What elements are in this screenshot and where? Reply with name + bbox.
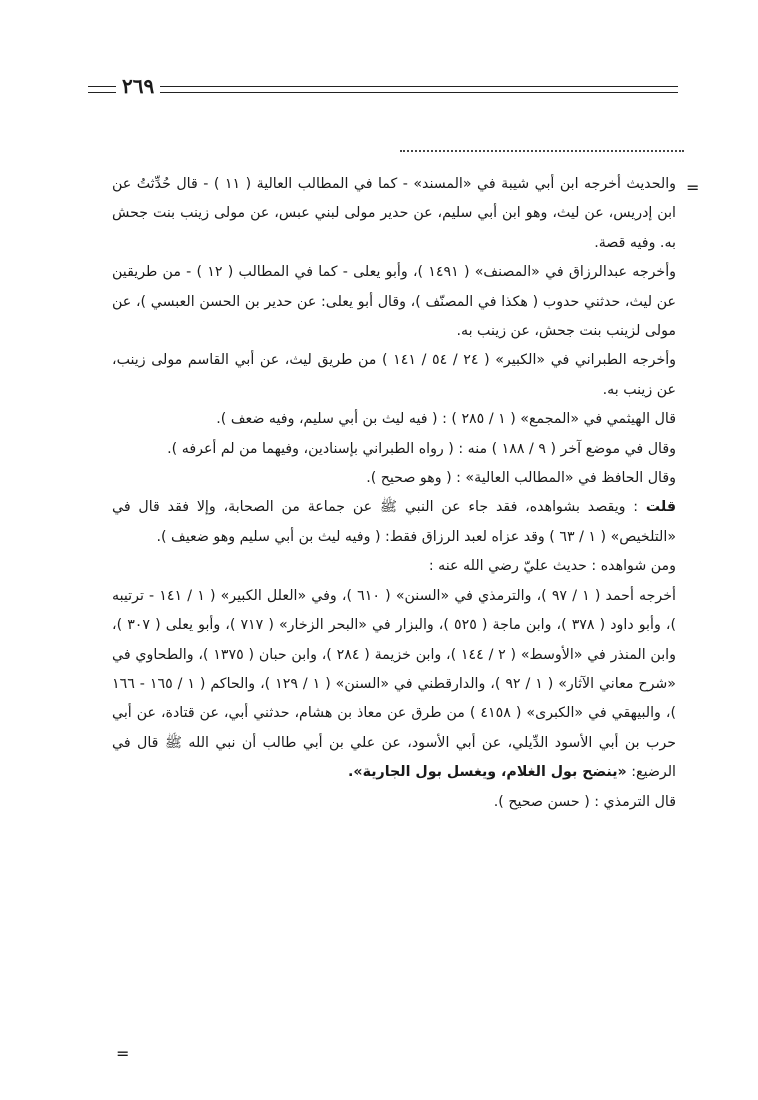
paragraph-10: قال الترمذي : ( حسن صحيح ).: [493, 793, 676, 810]
paragraph-9: [112, 582, 676, 788]
header-rule-right: [160, 86, 678, 93]
header-rule-left: [88, 86, 116, 93]
paragraph-4: قال الهيثمي في «المجمع» ( ١ / ٢٨٥ ) : ( فيه ليث بن أبي سليم، وفيه ضعف ).: [216, 411, 676, 428]
page-number: ٢٦٩: [122, 74, 155, 98]
paragraph-2: وأخرجه عبدالرزاق في «المصنف» ( ١٤٩١ )، وأبو يعلى - كما في المطالب ( ١٢ ) - من طريقين عن ليث، حدثني حدوب ( هكذا في المصنّف )، وقال أبو يعلى: عن حدير بن الحسن العبسي )، عن مولى لزينب بنت جحش، عن زينب به.: [112, 264, 676, 340]
paragraph-3: وأخرجه الطبراني في «الكبير» ( ٢٤ / ٥٤ / ١٤١ ) من طريق ليث، عن أبي القاسم مولى زينب، عن زينب به.: [112, 352, 677, 398]
paragraph-8: ومن شواهده : حديث عليّ رضي الله عنه :: [428, 558, 676, 575]
qultu-label: قلت: [645, 499, 676, 516]
paragraph-1: والحديث أخرجه ابن أبي شيبة في «المسند» - كما في المطالب العالية ( ١١ ) - قال حُدِّثتُ عن ابن إدريس، عن ليث، وهو ابن أبي سليم، عن حدير مولى لبني عبس، عن مولى زينب بنت جحش به. وفيه قصة.: [112, 176, 677, 251]
page-header: [88, 74, 678, 98]
continuation-marker-top: =: [686, 178, 700, 197]
hadith-quote: «ينضح بول الغلام، ويغسل بول الجارية».: [348, 764, 627, 781]
paragraph-5: وقال في موضع آخر ( ٩ / ١٨٨ ) منه : ( رواه الطبراني بإسنادين، وفيهما من لم أعرفه ).: [167, 440, 676, 457]
continuation-marker-bottom: =: [116, 1044, 130, 1063]
paragraph-7-text: : ويقصد بشواهده، فقد جاء عن النبي ﷺ عن جماعة من الصحابة، وإلا فقد قال في «التلخيص» ( ١ / ٦٣ ) وقد عزاه لعبد الرزاق فقط: ( وفيه ليث بن أبي سليم وهو ضعيف ).: [112, 499, 676, 545]
main-text: [112, 170, 676, 817]
paragraph-7: [112, 493, 676, 552]
dotted-separator: [400, 150, 684, 152]
paragraph-6: وقال الحافظ في «المطالب العالية» : ( وهو صحيح ).: [366, 470, 676, 487]
paragraph-9-text: أخرجه أحمد ( ١ / ٩٧ )، والترمذي في «السنن» ( ٦١٠ )، وفي «العلل الكبير» ( ١ / ١٤١ - ترتيبه )، وأبو داود ( ٣٧٨ )، وابن ماجة ( ٥٢٥ )، والبزار في «البحر الزخار» ( ٧١٧ )، وأبو يعلى ( ٣٠٧ )، وابن المنذر في «الأوسط» ( ٢ / ١٤٤ )، وابن خزيمة ( ٢٨٤ )، وابن حبان ( ١٣٧٥ )، والطحاوي في «شرح معاني الآثار» ( ١ / ٩٢ )، والدارقطني في «السنن» ( ١ / ١٢٩ )، والحاكم ( ١ / ١٦٥ - ١٦٦ )، والبيهقي في «الكبرى» ( ٤١٥٨ ) من طرق عن معاذ بن هشام، حدثني أبي، عن قتادة، عن أبي حرب بن أبي الأسود الدِّيلي، عن أبي الأسود، عن علي بن أبي طالب أن نبي الله ﷺ قال في الرضيع:: [112, 587, 676, 781]
